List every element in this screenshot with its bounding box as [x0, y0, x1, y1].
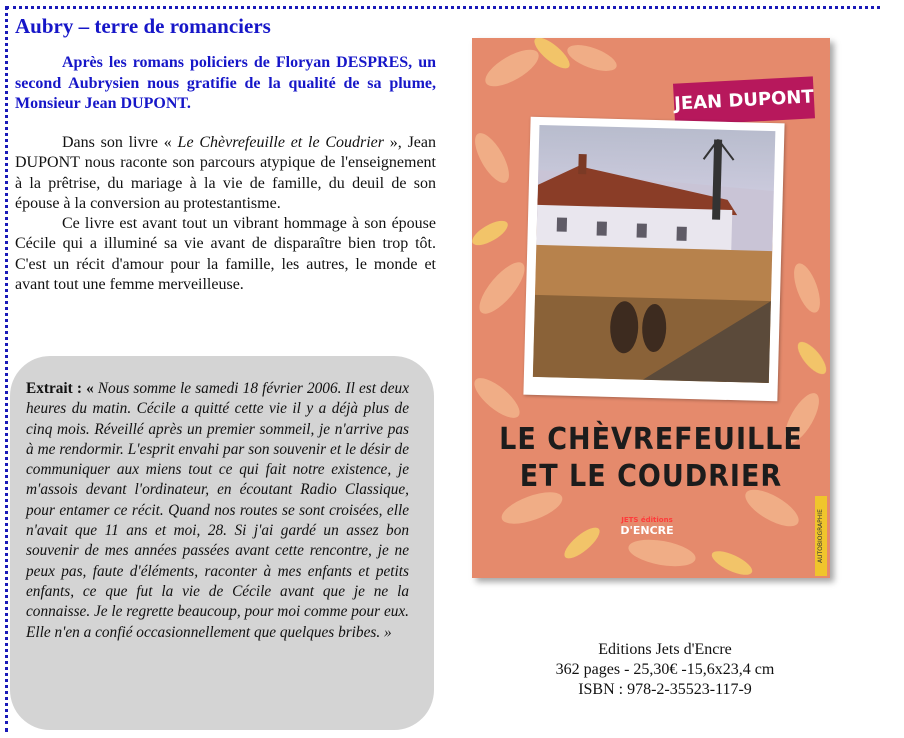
cover-title-line-2: ET LE COUDRIER [519, 459, 783, 494]
excerpt-box [10, 356, 434, 730]
article-body [15, 133, 436, 295]
book-info-details: 362 pages - 25,30€ -15,6x23,4 cm [555, 661, 775, 678]
book-info-publisher: Editions Jets d'Encre [598, 641, 732, 658]
cover-author-band: JEAN DUPONT [673, 76, 815, 125]
paragraph-1-prefix: Dans son livre « [62, 134, 178, 151]
publisher-logo [612, 516, 682, 542]
cover-photo-scene [533, 125, 776, 383]
paragraph-1-suffix: », Jean DUPONT nous raconte son parcours atypique de l'enseignement à la prêtrise, du mariage à la vie de famille, du deuil de son épouse à la conversion au protestantisme. [15, 134, 436, 212]
publisher-logo-jets: JETS éditions [621, 516, 673, 524]
excerpt-label: Extrait : « [26, 380, 94, 397]
paragraph-2: Ce livre est avant tout un vibrant hommage à son épouse Cécile qui a illuminé sa vie avant de disparaître bien trop tôt. C'est un récit d'amour pour la famille, les autres, le monde et avant tout une femme merveilleuse. [15, 215, 436, 294]
book-info-isbn: ISBN : 978-2-35523-117-9 [578, 681, 752, 698]
dotted-border-top [6, 6, 880, 9]
paragraph-1 [15, 133, 436, 214]
cover-photo-frame [523, 117, 784, 402]
book-title-inline: Le Chèvrefeuille et le Coudrier [177, 134, 385, 151]
excerpt-quote: Nous somme le samedi 18 février 2006. Il est deux heures du matin. Cécile a quitté cette vie il y a déjà plus de cinq mois. Réveillé après un premier sommeil, je n'arrive pas à me rendormir. L'esprit envahi par son souvenir et le désir de communiquer aux miens tout ce qui fait notre existence, je m'assois devant l'ordinateur, en écoutant Radio Classique, pour entamer ce récit. Quand nos routes se sont croisées, elle n'avait que 11 ans et moi, 28. Si j'ai gardé un assez bon souvenir de mes années passées avant cette rencontre, je ne peux pas, faute d'éléments, raconter à mes enfants et petits enfants, ce que fut la vie de Cécile avant que je ne la connaisse. Je le regrette beaucoup, pour moi comme pour eux. Elle n'en a confié occasionnellement que quelques bribes. » [26, 380, 409, 641]
book-cover [472, 38, 830, 578]
book-info [515, 640, 815, 700]
cover-title-line-1: LE CHÈVREFEUILLE [499, 422, 803, 457]
cover-title [472, 421, 830, 495]
publisher-logo-encre: D'ENCRE [620, 524, 674, 537]
article-lead: Après les romans policiers de Floryan DESPRES, un second Aubrysien nous gratifie de la qualité de sa plume, Monsieur Jean DUPONT. [15, 54, 436, 112]
cover-genre-strip: AUTOBIOGRAPHIE [815, 496, 827, 576]
cover-photo [533, 125, 776, 383]
publisher-logo-editions: éditions [640, 516, 673, 524]
dotted-border-left [5, 6, 8, 732]
article-title: Aubry – terre de romanciers [15, 14, 271, 38]
excerpt-text [26, 379, 409, 643]
